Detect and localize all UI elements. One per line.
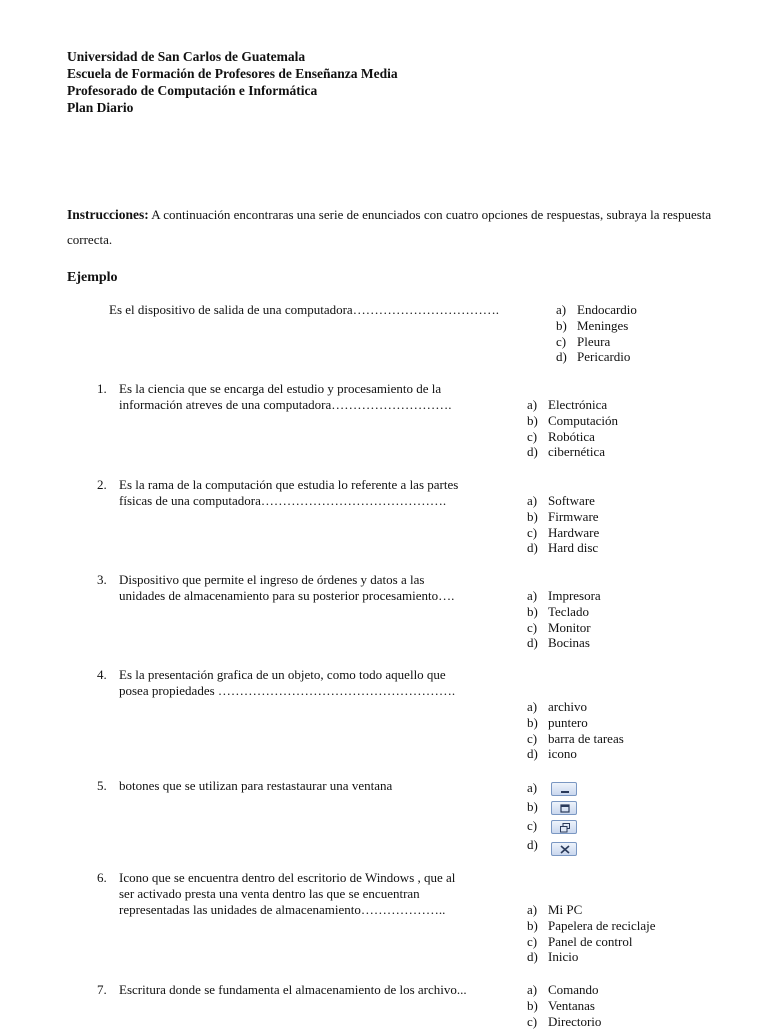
option <box>527 816 577 835</box>
close-icon <box>551 842 577 856</box>
option <box>527 778 577 797</box>
program-name: Profesorado de Computación e Informática <box>67 83 318 98</box>
text: a) <box>527 902 538 917</box>
question-1-options <box>527 397 618 460</box>
option <box>527 509 599 525</box>
maximize-icon <box>551 801 577 815</box>
text: unidades de almacenamiento para su posterior procesamiento…. <box>119 588 455 603</box>
option <box>527 715 624 731</box>
option <box>527 699 624 715</box>
text: Impresora <box>548 588 601 603</box>
text: Ventanas <box>548 997 595 1013</box>
text: Hard disc <box>548 540 599 556</box>
text: Es la presentación grafica de un objeto, como todo aquello que <box>119 667 446 682</box>
question-6-options <box>527 902 656 965</box>
text: b) <box>527 997 538 1013</box>
option <box>527 731 624 747</box>
example-statement: Es el dispositivo de salida de una computadora……………………………. <box>109 302 499 317</box>
text: d) <box>527 444 538 460</box>
text: Robótica <box>548 428 595 444</box>
text: b) <box>527 799 538 814</box>
school-name: Escuela de Formación de Profesores de Enseñanza Media <box>67 66 398 81</box>
text: 2. <box>97 477 107 492</box>
question-5-options <box>527 778 577 856</box>
text: Es la ciencia que se encarga del estudio y procesamiento de la <box>119 381 442 396</box>
text: posea propiedades ………………………………………………. <box>119 683 456 698</box>
text: d) <box>527 635 538 651</box>
option <box>527 444 618 460</box>
text: barra de tareas <box>548 730 624 746</box>
text: a) <box>527 982 538 997</box>
instructions <box>67 202 717 252</box>
option <box>527 982 601 998</box>
text: Bocinas <box>548 635 590 651</box>
instructions-label: Instrucciones: <box>67 207 149 222</box>
text: Software <box>548 493 595 508</box>
text: d) <box>527 949 538 965</box>
example-title: Ejemplo <box>67 270 118 285</box>
text: Dispositivo que permite el ingreso de órdenes y datos a las <box>119 572 425 587</box>
option <box>527 797 577 816</box>
text: c) <box>527 818 538 833</box>
text: a) <box>556 302 567 317</box>
text: a) <box>527 699 538 714</box>
text: b) <box>527 412 538 428</box>
text: información atreves de una computadora………………………. <box>119 397 452 412</box>
text: d) <box>527 837 538 852</box>
text: b) <box>527 603 538 619</box>
text: d) <box>527 746 538 762</box>
option <box>527 493 599 509</box>
text: a) <box>527 588 538 603</box>
option <box>556 349 637 365</box>
option <box>527 397 618 413</box>
university-name: Universidad de San Carlos de Guatemala <box>67 49 306 64</box>
option <box>527 588 601 604</box>
text: Es la rama de la computación que estudia lo referente a las partes <box>119 477 459 492</box>
text: d) <box>527 540 538 556</box>
plan-title: Plan Diario <box>67 100 134 115</box>
text: b) <box>527 508 538 524</box>
text: físicas de una computadora……………………………………. <box>119 493 447 508</box>
text: 7. <box>97 982 107 997</box>
text: c) <box>527 524 538 540</box>
restore-icon <box>551 820 577 834</box>
option <box>527 934 656 950</box>
option <box>527 1014 601 1029</box>
text: b) <box>527 714 538 730</box>
text: Papelera de reciclaje <box>548 917 656 933</box>
option <box>527 604 601 620</box>
option <box>527 918 656 934</box>
text: 4. <box>97 667 107 682</box>
question-3-options <box>527 588 601 651</box>
option <box>527 949 656 965</box>
option <box>527 540 599 556</box>
text: Monitor <box>548 619 591 635</box>
text: d) <box>556 349 567 365</box>
text: ser activado presta una venta dentro las que se encuentran <box>119 886 420 901</box>
example-options <box>556 302 637 365</box>
question-2-options <box>527 493 599 556</box>
text: Meninges <box>577 317 629 333</box>
text: Firmware <box>548 508 599 524</box>
option <box>527 429 618 445</box>
text: a) <box>527 780 538 795</box>
text: Teclado <box>548 603 589 619</box>
text: c) <box>527 428 538 444</box>
question-7-options <box>527 982 601 1029</box>
text: Comando <box>548 982 599 997</box>
text: Escritura donde se fundamenta el almacenamiento de los archivo... <box>119 982 467 997</box>
option <box>527 902 656 918</box>
option <box>556 302 637 318</box>
text: b) <box>556 317 567 333</box>
text: Computación <box>548 412 619 428</box>
text: Icono que se encuentra dentro del escritorio de Windows , que al <box>119 870 456 885</box>
text: Pleura <box>577 333 611 349</box>
text: c) <box>527 933 538 949</box>
text: a) <box>527 397 538 412</box>
minimize-icon <box>551 782 577 796</box>
text: 3. <box>97 572 107 587</box>
text: Mi PC <box>548 902 583 917</box>
option <box>527 998 601 1014</box>
text: c) <box>527 1013 538 1029</box>
option <box>556 318 637 334</box>
text: 5. <box>97 778 107 793</box>
text: Electrónica <box>548 397 608 412</box>
option <box>527 620 601 636</box>
text: puntero <box>548 714 588 730</box>
text: cibernética <box>548 444 606 460</box>
text: icono <box>548 746 577 762</box>
text: 1. <box>97 381 107 396</box>
option <box>527 835 577 856</box>
option <box>527 635 601 651</box>
option <box>556 334 637 350</box>
text: Hardware <box>548 524 600 540</box>
text: botones que se utilizan para restastaurar una ventana <box>119 778 393 793</box>
option <box>527 525 599 541</box>
text: 6. <box>97 870 107 885</box>
option <box>527 413 618 429</box>
option <box>527 746 624 762</box>
text: Pericardio <box>577 349 631 365</box>
text: Directorio <box>548 1013 602 1029</box>
text: Panel de control <box>548 933 633 949</box>
text: archivo <box>548 699 587 714</box>
text: c) <box>527 619 538 635</box>
text: c) <box>527 730 538 746</box>
text: a) <box>527 493 538 508</box>
text: Endocardio <box>577 302 637 317</box>
text: b) <box>527 917 538 933</box>
instructions-text: A continuación encontraras una serie de enunciados con cuatro opciones de respuestas, subraya la respuesta correcta. <box>67 207 712 247</box>
question-4-options <box>527 699 624 762</box>
text: representadas las unidades de almacenamiento……………….. <box>119 902 446 917</box>
text: c) <box>556 333 567 349</box>
text: Inicio <box>548 949 579 965</box>
